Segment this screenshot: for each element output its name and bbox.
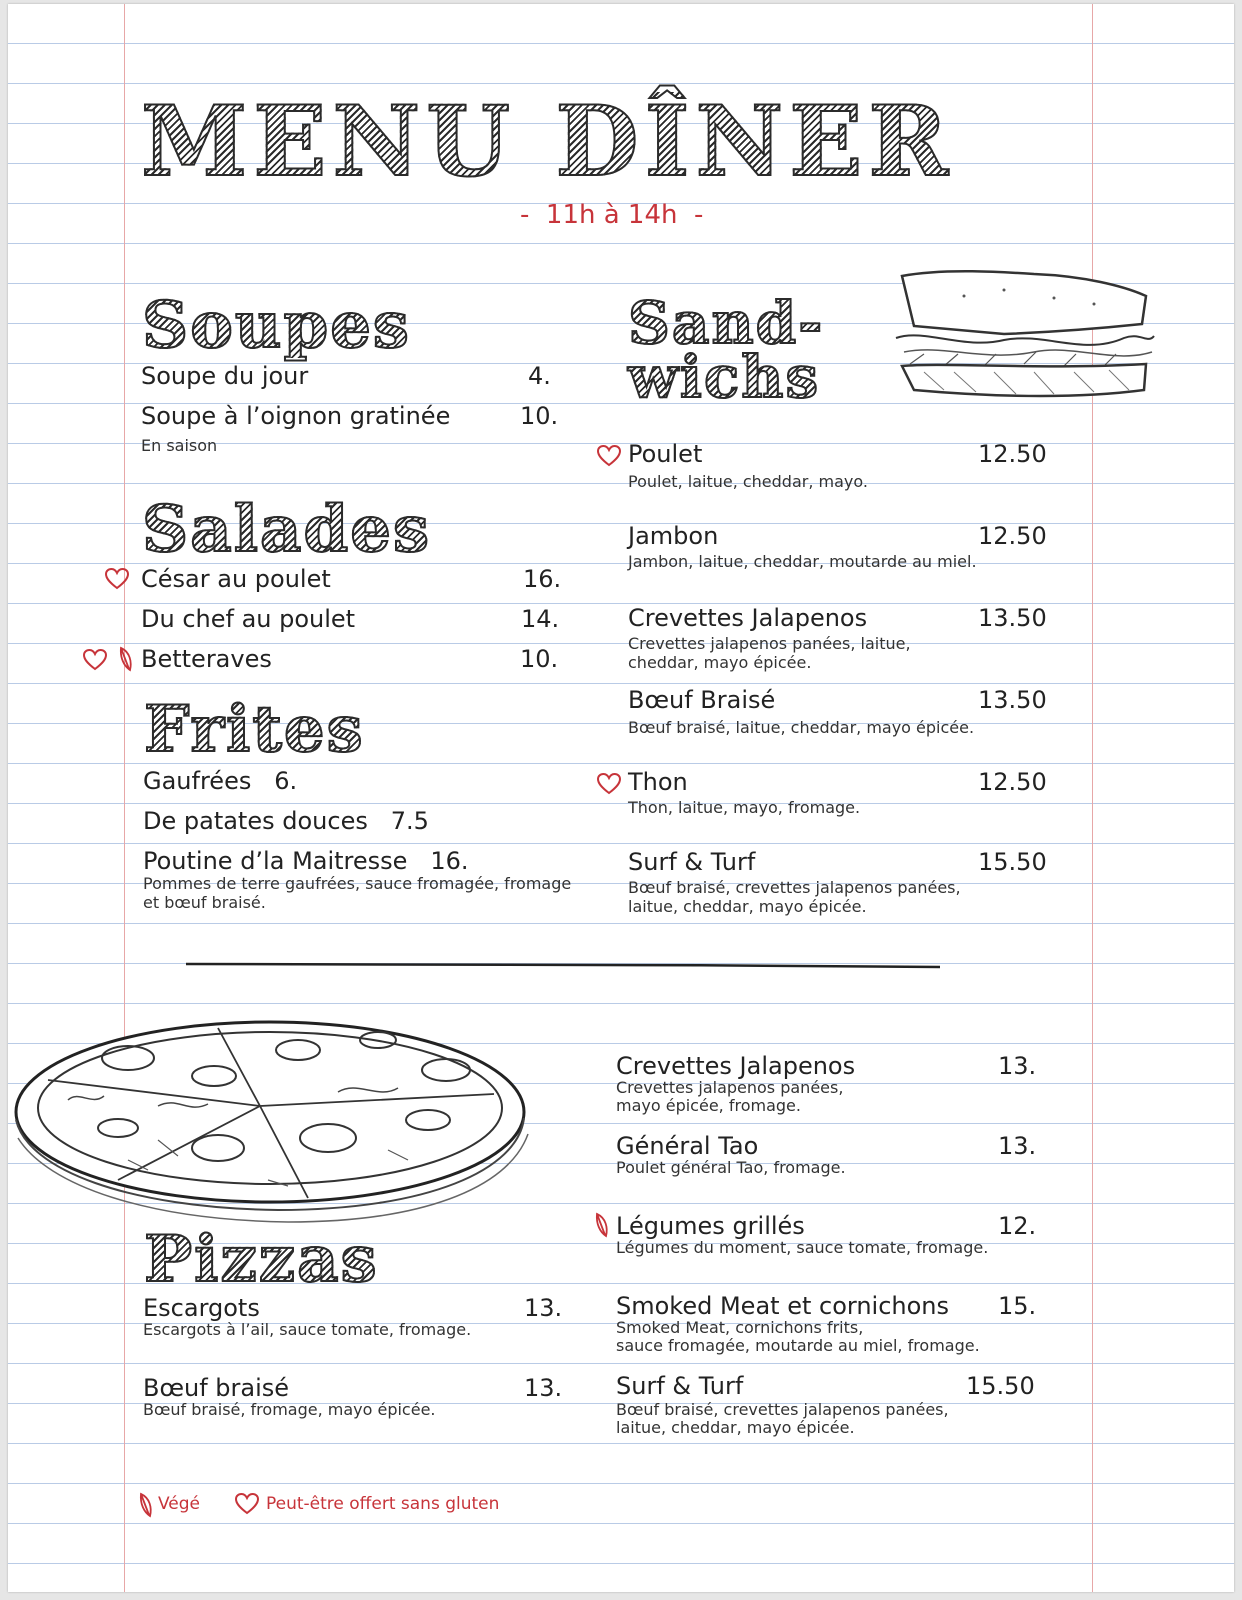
soupe-du-jour-name: Soupe du jour (141, 362, 309, 390)
section-divider (184, 960, 944, 970)
soupes-note: En saison (141, 436, 218, 455)
chef-poulet-price: 14. (521, 605, 560, 633)
patates-douces-name: De patates douces 7.5 (143, 807, 429, 835)
service-hours: - 11h à 14h - (520, 200, 704, 230)
sandwich-jambon-name: Jambon (628, 522, 719, 550)
sandwich-poulet-desc: Poulet, laitue, cheddar, mayo. (628, 472, 868, 491)
betteraves-price: 10. (520, 645, 559, 673)
pizza-general-tao-name: Général Tao (616, 1132, 759, 1160)
poutine-desc: Pommes de terre gaufrées, sauce fromagée, fromage et bœuf braisé. (143, 874, 572, 912)
poutine-name: Poutine d’la Maitresse 16. (143, 847, 469, 875)
sandwich-boeuf-desc: Bœuf braisé, laitue, cheddar, mayo épicée. (628, 718, 975, 737)
pizza-smoked-meat-name: Smoked Meat et cornichons (616, 1292, 949, 1320)
cesar-poulet-price: 16. (523, 565, 562, 593)
page-title: MENU DÎNER (141, 85, 955, 198)
pizza-smoked-meat-price: 15. (998, 1292, 1037, 1320)
heart-icon (104, 567, 130, 591)
pizza-general-tao-desc: Poulet général Tao, fromage. (616, 1158, 846, 1177)
sandwich-poulet-name: Poulet (628, 440, 703, 468)
pizza-surf-turf-name: Surf & Turf (616, 1372, 744, 1400)
legend-vege: Végé (158, 1494, 201, 1514)
leaf-icon (594, 1212, 610, 1238)
pizza-smoked-meat-desc-1: Smoked Meat, cornichons frits, (616, 1318, 864, 1337)
cesar-poulet-name: César au poulet (141, 565, 331, 593)
pizza-legumes-price: 12. (998, 1212, 1037, 1240)
chef-poulet-name: Du chef au poulet (141, 605, 356, 633)
section-title-salades: Salades (142, 492, 431, 567)
soupe-du-jour-price: 4. (528, 362, 551, 390)
pizza-boeuf-price: 13. (524, 1374, 563, 1402)
sandwich-poulet-price: 12.50 (978, 440, 1047, 468)
pizza-smoked-meat-desc-2: sauce fromagée, moutarde au miel, fromage. (616, 1336, 980, 1355)
pizza-boeuf-name: Bœuf braisé (143, 1374, 290, 1402)
pizza-surf-turf-desc-2: laitue, cheddar, mayo épicée. (616, 1418, 855, 1437)
gaufrees-price: 6. (274, 767, 298, 795)
menu-sheet (8, 4, 1234, 1592)
pizza-crevettes-name: Crevettes Jalapenos (616, 1052, 856, 1080)
pizza-surf-turf-price: 15.50 (966, 1372, 1035, 1400)
heart-icon (596, 444, 622, 468)
heart-icon (234, 1492, 260, 1516)
pizza-surf-turf-desc-1: Bœuf braisé, crevettes jalapenos panées, (616, 1400, 949, 1419)
patates-douces-price: 7.5 (390, 807, 429, 835)
pizza-illustration (8, 1010, 548, 1232)
sandwich-crevettes-price: 13.50 (978, 604, 1047, 632)
sandwich-thon-price: 12.50 (978, 768, 1047, 796)
left-margin-line (124, 4, 125, 1592)
pizza-boeuf-desc: Bœuf braisé, fromage, mayo épicée. (143, 1400, 436, 1419)
sandwich-thon-desc: Thon, laitue, mayo, fromage. (628, 798, 861, 817)
gaufrees-name: Gaufrées 6. (143, 767, 298, 795)
pizza-crevettes-desc-1: Crevettes jalapenos panées, (616, 1078, 844, 1097)
section-title-sandwichs: Sand- wichs (628, 289, 825, 411)
right-margin-line (1092, 4, 1093, 1592)
section-title-soupes: Soupes (142, 288, 411, 363)
section-title-frites: Frites (144, 692, 365, 767)
sandwich-jambon-price: 12.50 (978, 522, 1047, 550)
sandwich-boeuf-price: 13.50 (978, 686, 1047, 714)
pizza-legumes-name: Légumes grillés (616, 1212, 805, 1240)
sandwich-surf-turf-desc: Bœuf braisé, crevettes jalapenos panées, laitue, cheddar, mayo épicée. (628, 878, 961, 916)
leaf-icon (138, 1492, 154, 1518)
pizza-general-tao-price: 13. (998, 1132, 1037, 1160)
sandwich-boeuf-name: Bœuf Braisé (628, 686, 776, 714)
pizza-escargots-desc: Escargots à l’ail, sauce tomate, fromage. (143, 1320, 472, 1339)
legend-gluten: Peut-être offert sans gluten (266, 1494, 500, 1514)
sandwich-illustration (884, 266, 1164, 416)
sandwich-crevettes-desc: Crevettes jalapenos panées, laitue, cheddar, mayo épicée. (628, 634, 911, 672)
sandwich-surf-turf-price: 15.50 (978, 848, 1047, 876)
section-title-pizzas: Pizzas (144, 1222, 379, 1297)
heart-icon (596, 772, 622, 796)
sandwich-surf-turf-name: Surf & Turf (628, 848, 756, 876)
betteraves-name: Betteraves (141, 645, 272, 673)
heart-icon (82, 648, 108, 672)
poutine-price: 16. (430, 847, 469, 875)
pizza-escargots-price: 13. (524, 1294, 563, 1322)
sandwich-crevettes-name: Crevettes Jalapenos (628, 604, 868, 632)
pizza-legumes-desc: Légumes du moment, sauce tomate, fromage. (616, 1238, 989, 1257)
pizza-crevettes-price: 13. (998, 1052, 1037, 1080)
pizza-crevettes-desc-2: mayo épicée, fromage. (616, 1096, 801, 1115)
sandwich-thon-name: Thon (628, 768, 688, 796)
soupe-oignon-name: Soupe à l’oignon gratinée (141, 402, 451, 430)
pizza-escargots-name: Escargots (143, 1294, 260, 1322)
leaf-icon (118, 646, 134, 672)
soupe-oignon-price: 10. (520, 402, 559, 430)
sandwich-jambon-desc: Jambon, laitue, cheddar, moutarde au miel. (628, 552, 977, 571)
